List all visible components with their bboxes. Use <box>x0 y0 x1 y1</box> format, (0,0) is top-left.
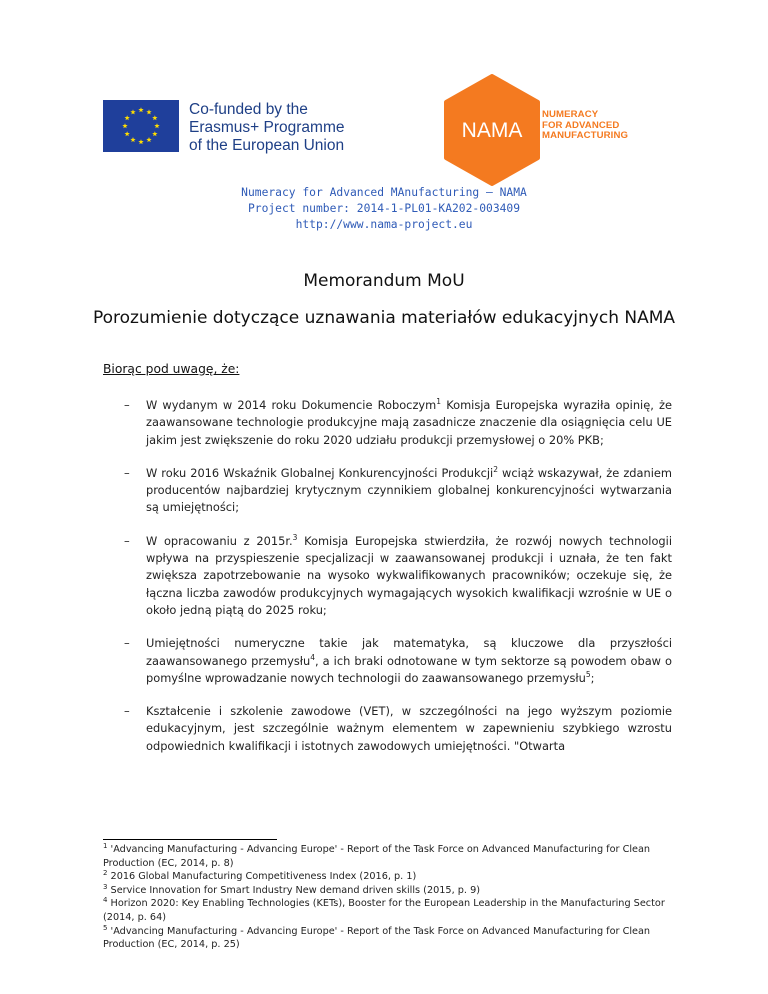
list-item: – Kształcenie i szkolenie zawodowe (VET), w szczególności na jego wyższym poziomie edukacyjnym, jest szczególnie ważnym elementem w zapewnieniu szybkiego wzrostu odpowiednich kwalifikacji i istotnych zawodowych umiejętności. "Otwarta <box>124 704 672 753</box>
project-url[interactable]: http://www.nama-project.eu <box>295 218 473 231</box>
nama-logo <box>442 74 542 186</box>
considerations-list <box>124 397 672 771</box>
footnote: $^2$ 2016 Global Manufacturing Competitiveness Index (2016, p. 1) <box>103 868 417 883</box>
project-number: Project number: 2014-1-PL01-KA202-003409 <box>247 202 521 215</box>
document-subtitle: Porozumienie dotyczące uznawania materiałów edukacyjnych NAMA <box>92 308 676 328</box>
footnote-separator <box>103 839 277 840</box>
project-info <box>0 185 768 233</box>
footnote-ref[interactable]: 1 <box>436 397 442 407</box>
footnote: $^3$ Service Innovation for Smart Industry New demand driven skills (2015, p. 9) <box>103 882 481 896</box>
footnotes <box>103 843 693 952</box>
footnote-ref[interactable]: 4 <box>310 652 316 662</box>
nama-sub-line-3: MANUFACTURING <box>542 130 629 142</box>
footnote: $^5$ 'Advancing Manufacturing - Advancing Europe' - Report of the Task Force on Advanced Manufacturing for Clean Production (EC, 2014, p. 25) <box>103 923 651 951</box>
nama-logo-text: NAMA <box>461 119 523 142</box>
document-title: Memorandum MoU <box>303 271 465 291</box>
footnote-ref[interactable]: 5 <box>585 670 591 680</box>
list-item: – W opracowaniu z 2015r.$^3$ Komisja Europejska stwierdziła, że rozwój nowych technologii wpływa na przyspieszenie specjalizacji w zaawansowanej produkcji i uznała, że ten fakt zwiększa zapotrzebowanie na wysoko wykwalifikowanych pracowników; oczekuje się, że łączna liczba zawodów produkcyjnych wymagających wysokich kwalifikacji wzrośnie w UE o około jedną piątą do 2025 roku; <box>124 532 672 617</box>
intro-heading: Biorąc pod uwagę, że: <box>103 362 240 376</box>
footnote-ref[interactable]: 2 <box>493 465 498 475</box>
project-name: Numeracy for Advanced MAnufacturing – NAMA <box>241 186 527 199</box>
erasmus-cofunding-text <box>189 101 379 155</box>
nama-sub-line-2: FOR ADVANCED <box>542 119 620 131</box>
eu-flag-logo <box>103 100 179 152</box>
footnote: $^4$ Horizon 2020: Key Enabling Technologies (KETs), Booster for the European Leadership in the Manufacturing Sector (2014, p. 64) <box>103 896 665 923</box>
eu-line-1: Co-funded by the <box>189 101 308 118</box>
bullet-dash: – <box>124 533 130 548</box>
footnote: $^1$ 'Advancing Manufacturing - Advancing Europe' - Report of the Task Force on Advanced Manufacturing for Clean Production (EC, 2014, p. 8) <box>103 841 651 869</box>
bullet-dash: – <box>124 704 130 719</box>
bullet-dash: – <box>124 636 130 651</box>
nama-subtitle <box>542 110 628 142</box>
list-item: – W roku 2016 Wskaźnik Globalnej Konkurencyjności Produkcji$^2$ wciąż wskazywał, że zdaniem producentów najbardziej krytycznym czynnikiem globalnej konkurencyjności wytwarzania są umiejętności; <box>124 465 672 515</box>
nama-sub-line-1: NUMERACY <box>542 109 599 120</box>
list-item: – W wydanym w 2014 roku Dokumencie Roboczym$^1$ Komisja Europejska wyraziła opinię, że zaawansowane technologie produkcyjne mają zasadnicze znaczenie dla osiągnięcia celu UE jakim jest zwiększenie do roku 2020 udziału produkcji przemysłowej o 20% PKB; <box>124 397 672 447</box>
eu-line-2: Erasmus+ Programme <box>189 119 345 136</box>
bullet-dash: – <box>124 465 130 480</box>
list-item: – Umiejętności numeryczne takie jak matematyka, są kluczowe dla przyszłości zaawansowanego przemysłu$^4$, a ich braki odnotowane w tym sektorze są powodem obaw o pomyślne wprowadzanie nowych technologii do zaawansowanego przemysłu$^5$; <box>124 636 672 685</box>
footnote-ref[interactable]: 3 <box>292 532 298 542</box>
bullet-dash: – <box>124 398 130 412</box>
eu-line-3: of the European Union <box>189 137 345 154</box>
